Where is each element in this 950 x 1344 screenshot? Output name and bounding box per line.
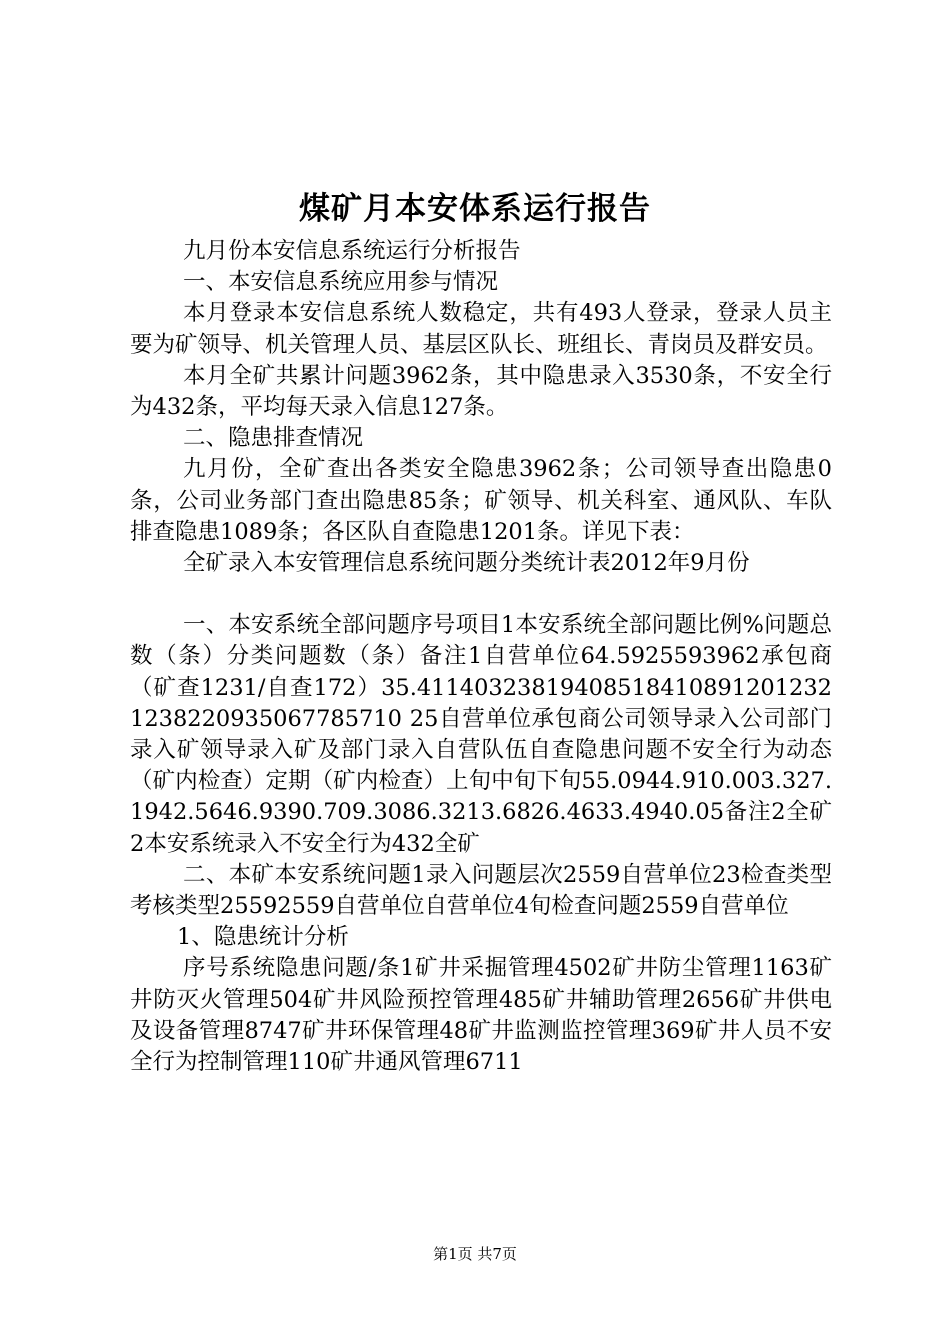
table-caption: 全矿录入本安管理信息系统问题分类统计表2012年9月份: [183, 550, 750, 577]
report-subtitle: 九月份本安信息系统运行分析报告: [183, 238, 521, 264]
section-heading-hazard-analysis: 1、隐患统计分析: [177, 924, 349, 951]
section-heading-2: 二、隐患排查情况: [183, 425, 364, 452]
section-heading-1: 一、本安信息系统应用参与情况: [183, 269, 499, 296]
blank-line: [130, 579, 832, 610]
paragraph-table-data-2: 二、本矿本安系统问题1录入问题层次2559自营单位23检查类型考核类型25592559自营单位自营单位4旬检查问题2559自营单位: [130, 861, 832, 920]
paragraph-hazard-by-system: 序号系统隐患问题/条1矿井采掘管理4502矿井防尘管理1163矿井防灭火管理504矿井风险预控管理485矿井辅助管理2656矿井供电及设备管理8747矿井环保管理48矿井监测监控管理369矿井人员不安全行为控制管理110矿井通风管理6711: [130, 955, 832, 1076]
paragraph-problem-stats: 本月全矿共累计问题3962条，其中隐患录入3530条，不安全行为432条，平均每天录入信息127条。: [130, 362, 832, 421]
document-title: 煤矿月本安体系运行报告: [299, 191, 651, 227]
document-body: [130, 236, 832, 1078]
page-footer: 第1页 共7页: [433, 1245, 517, 1263]
paragraph-table-data-1: 一、本安系统全部问题序号项目1本安系统全部问题比例%问题总数（条）分类问题数（条）备注1自营单位64.5925593962承包商（矿查1231/自查172）35.411403238194085184108912012321238220935067785710 25自营单位承包商公司领导录入公司部门录入矿领导录入矿及部门录入自营队伍自查隐患问题不安全行为动态（矿内检查）定期（矿内检查）上旬中旬下旬55.0944.910.003.327.1942.5646.9390.709.3086.3213.6826.4633.4940.05备注2全矿2本安系统录入不安全行为432全矿: [130, 612, 832, 857]
paragraph-hazard-stats: 九月份，全矿查出各类安全隐患3962条；公司领导查出隐患0条，公司业务部门查出隐患85条；矿领导、机关科室、通风队、车队排查隐患1089条；各区队自查隐患1201条。详见下表：: [130, 456, 832, 545]
paragraph-login-stats: 本月登录本安信息系统人数稳定，共有493人登录，登录人员主要为矿领导、机关管理人员、基层区队长、班组长、青岗员及群安员。: [130, 300, 832, 358]
